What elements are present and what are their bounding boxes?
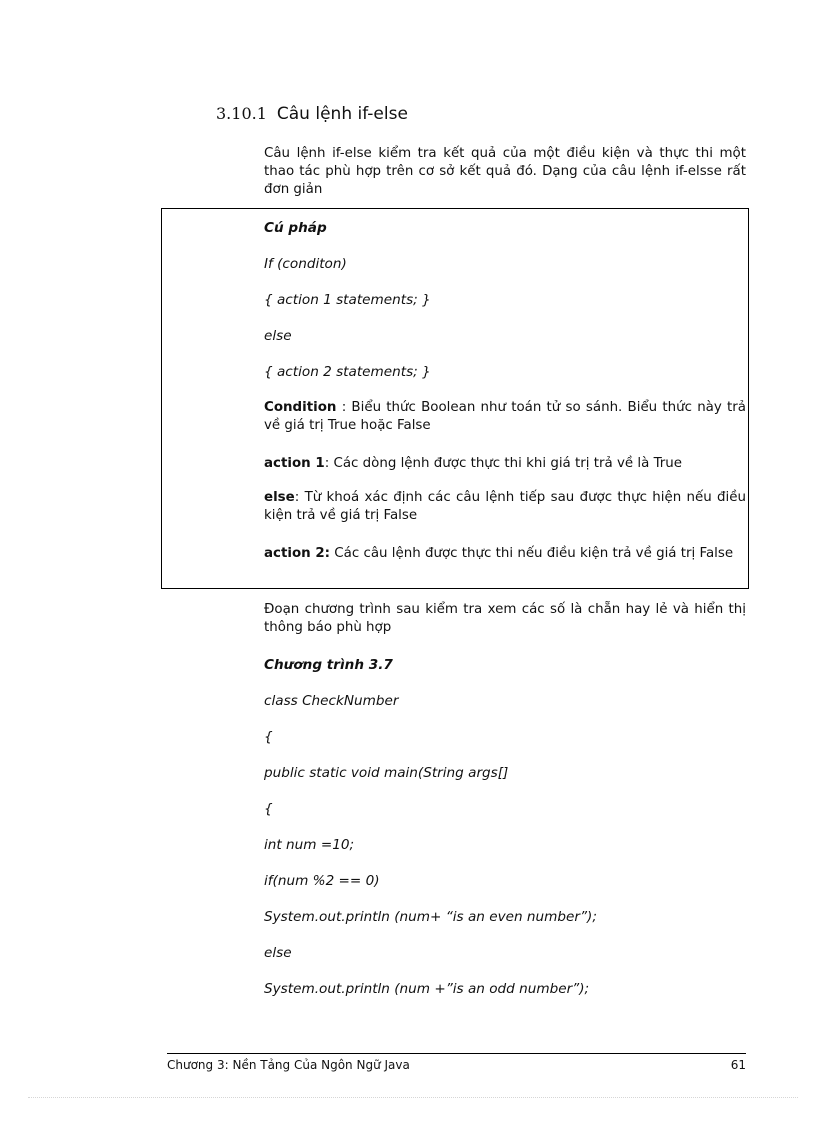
footer-rule: [167, 1053, 746, 1054]
code-line: System.out.println (num +”is an odd number”);: [264, 981, 590, 997]
definition-separator: :: [324, 456, 334, 471]
code-line: int num =10;: [264, 837, 355, 853]
definition-term: Condition: [264, 400, 337, 415]
definition-action-1: [264, 455, 746, 473]
definition-separator: :: [336, 400, 352, 415]
footer-chapter: Chương 3: Nền Tảng Của Ngôn Ngữ Java: [167, 1058, 410, 1072]
code-line: {: [264, 729, 273, 745]
intro-paragraph: Câu lệnh if-else kiểm tra kết quả của một điều kiện và thực thi một thao tác phù hợp trên cơ sở kết quả đó. Dạng của câu lệnh if-elsse rất đơn giản: [264, 146, 746, 197]
syntax-line: If (conditon): [264, 256, 347, 272]
code-line: else: [264, 945, 292, 961]
syntax-heading: Cú pháp: [264, 220, 327, 236]
section-heading: [216, 104, 736, 124]
definition-text: Các câu lệnh được thực thi nếu điều kiện trả về giá trị False: [334, 546, 734, 561]
definition-term: else: [264, 490, 295, 505]
syntax-line: { action 2 statements; }: [264, 364, 431, 380]
page-edge-divider: [28, 1097, 798, 1098]
syntax-line: else: [264, 328, 292, 344]
definition-text: Các dòng lệnh được thực thi khi giá trị trả về là True: [333, 456, 683, 471]
code-line: {: [264, 801, 273, 817]
definition-condition: [264, 399, 746, 435]
definition-text: Biểu thức Boolean như toán tử so sánh. Biểu thức này trả về giá trị True hoặc False: [264, 400, 746, 433]
definition-text: Từ khoá xác định các câu lệnh tiếp sau được thực hiện nếu điều kiện trả về giá trị False: [264, 490, 746, 523]
section-title: Câu lệnh if-else: [276, 104, 408, 124]
code-line: class CheckNumber: [264, 693, 399, 709]
definition-term: action 2:: [264, 546, 331, 561]
definition-term: action 1: [264, 456, 325, 471]
program-intro: Đoạn chương trình sau kiểm tra xem các số là chẵn hay lẻ và hiển thị thông báo phù hợp: [264, 602, 746, 635]
definition-action-2: [264, 545, 746, 563]
page-number: 61: [730, 1058, 746, 1072]
section-number: 3.10.1: [216, 104, 267, 123]
syntax-line: { action 1 statements; }: [264, 292, 431, 308]
code-line: if(num %2 == 0): [264, 873, 380, 889]
program-title: Chương trình 3.7: [264, 657, 393, 673]
definition-else: [264, 489, 746, 525]
code-line: System.out.println (num+ “is an even number”);: [264, 909, 597, 925]
code-line: public static void main(String args[]: [264, 765, 509, 781]
definition-separator: :: [294, 490, 305, 505]
